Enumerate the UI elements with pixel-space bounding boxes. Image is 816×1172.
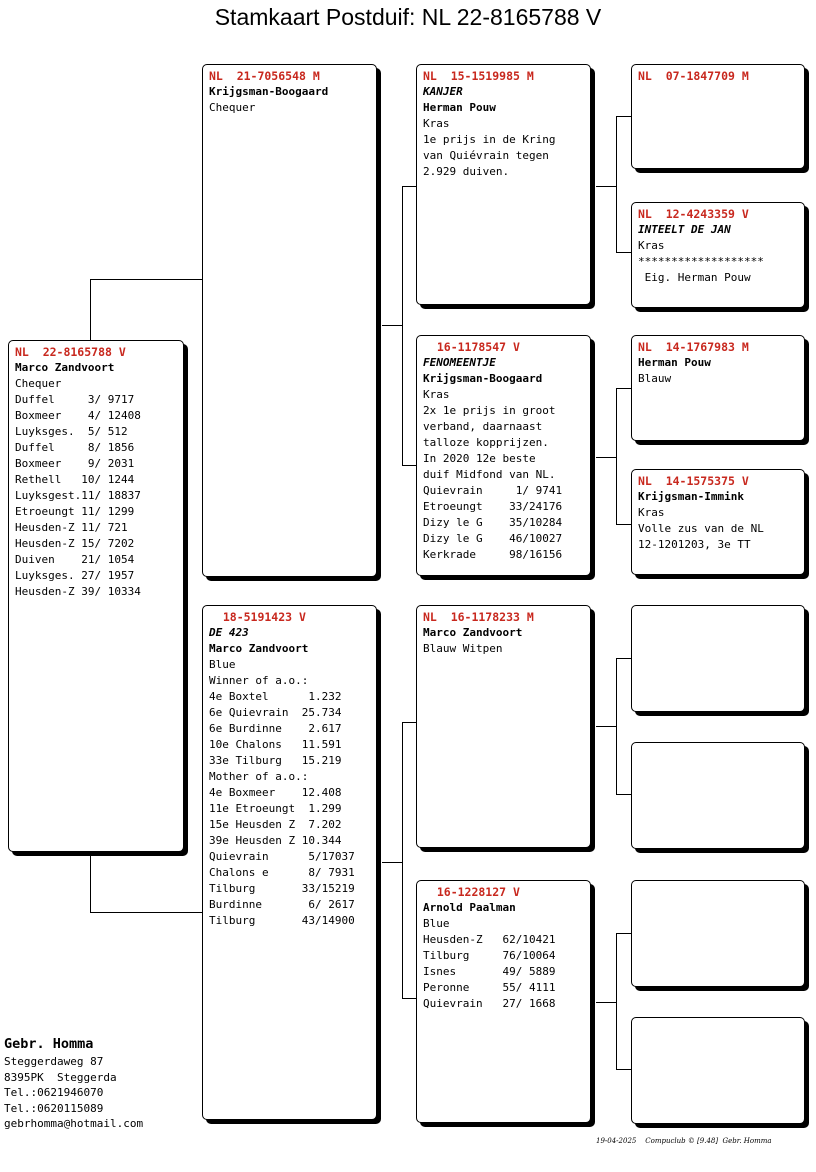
father-father-card: [416, 64, 591, 305]
mother-result: 4e Boxtel 1.232: [209, 690, 342, 703]
connector: [616, 524, 632, 525]
owner-phone: Tel.:0621946070: [4, 1086, 104, 1099]
mm-result: Tilburg 76/10064: [423, 949, 556, 962]
connector: [402, 186, 403, 465]
ff-color: Kras: [423, 117, 450, 130]
ff-text: 1e prijs in de Kring: [423, 133, 556, 146]
fmf-ring-number: NL 14-1767983 M: [638, 340, 749, 354]
ffm-color: Kras: [638, 239, 665, 252]
fm-text: 2x 1e prijs in groot: [423, 404, 556, 417]
mother-mother-card: [416, 880, 591, 1123]
mother-nickname: DE 423: [209, 626, 249, 639]
fm-text: talloze kopprijzen.: [423, 436, 549, 449]
connector: [402, 722, 403, 998]
owner-email: gebrhomma@hotmail.com: [4, 1117, 144, 1130]
fm-nickname: FENOMEENTJE: [423, 356, 496, 369]
subject-result: Rethell 10/ 1244: [15, 473, 135, 486]
owner-name: Gebr. Homma: [4, 1036, 94, 1052]
connector: [616, 933, 617, 1069]
ff-nickname: KANJER: [423, 85, 463, 98]
connector: [616, 658, 617, 794]
fm-result: Quievrain 1/ 9741: [423, 484, 563, 497]
mother-result: 15e Heusden Z 7.202: [209, 818, 342, 831]
mother-father-card: [416, 605, 591, 848]
mother-result: 4e Boxmeer 12.408: [209, 786, 342, 799]
subject-color: Chequer: [15, 377, 62, 390]
mm-result: Peronne 55/ 4111: [423, 981, 556, 994]
mf-ring-number: NL 16-1178233 M: [423, 610, 534, 624]
mother-result: Tilburg 43/14900: [209, 914, 355, 927]
subject-result: Duffel 3/ 9717: [15, 393, 135, 406]
mother-result: Chalons e 8/ 7931: [209, 866, 355, 879]
subject-result: Luyksgest.11/ 18837: [15, 489, 141, 502]
father-breeder: Krijgsman-Boogaard: [209, 85, 329, 98]
fmm-color: Kras: [638, 506, 665, 519]
connector: [382, 325, 402, 326]
mother-result: 33e Tilburg 15.219: [209, 754, 342, 767]
connector: [402, 998, 417, 999]
mother-color: Blue: [209, 658, 236, 671]
owner-city: 8395PK Steggerda: [4, 1070, 117, 1084]
fmm-ring-number: NL 14-1575375 V: [638, 474, 749, 488]
connector: [616, 1069, 632, 1070]
ffm-card: [631, 202, 805, 308]
connector: [90, 912, 205, 913]
subject-result: Heusden-Z 39/ 10334: [15, 585, 141, 598]
father-color: Chequer: [209, 101, 256, 114]
mm-ring-number: 16-1228127 V: [423, 885, 520, 899]
connector: [616, 933, 632, 934]
subject-result: Boxmeer 9/ 2031: [15, 457, 135, 470]
fm-text: duif Midfond van NL.: [423, 468, 556, 481]
mother-result: Burdinne 6/ 2617: [209, 898, 355, 911]
mmm-card: [631, 1017, 805, 1124]
ff-text: van Quiévrain tegen: [423, 149, 549, 162]
mff-card: [631, 605, 805, 712]
fm-result: Dizy le G 35/10284: [423, 516, 563, 529]
fm-result: Dizy le G 46/10027: [423, 532, 563, 545]
mother-result: 6e Quievrain 25.734: [209, 706, 342, 719]
page-title: Stamkaart Postduif: NL 22-8165788 V: [214, 4, 602, 30]
fm-result: Etroeungt 33/24176: [423, 500, 563, 513]
ff-text: 2.929 duiven.: [423, 165, 510, 178]
connector: [596, 457, 616, 458]
ffm-text: Eig. Herman Pouw: [638, 271, 751, 284]
connector: [90, 279, 205, 280]
ffm-text: *******************: [638, 255, 764, 268]
subject-result: Duffel 8/ 1856: [15, 441, 135, 454]
mmf-card: [631, 880, 805, 987]
connector: [616, 252, 632, 253]
connector: [616, 388, 617, 524]
owner-info: [4, 1034, 143, 1132]
subject-result: Luyksges. 27/ 1957: [15, 569, 135, 582]
mother-text: Winner of a.o.:: [209, 674, 309, 687]
mother-result: 39e Heusden Z 10.344: [209, 834, 342, 847]
connector: [596, 186, 616, 187]
fm-ring-number: 16-1178547 V: [423, 340, 520, 354]
fmm-card: [631, 469, 805, 575]
connector: [90, 855, 91, 912]
ff-breeder: Herman Pouw: [423, 101, 496, 114]
connector: [596, 1002, 616, 1003]
connector: [616, 116, 617, 252]
father-mother-card: [416, 335, 591, 576]
subject-pigeon-card: [8, 340, 184, 852]
mm-result: Heusden-Z 62/10421: [423, 933, 556, 946]
fmf-color: Blauw: [638, 372, 672, 385]
fff-ring-number: NL 07-1847709 M: [638, 69, 749, 83]
mother-ring-number: 18-5191423 V: [209, 610, 306, 624]
mother-breeder: Marco Zandvoort: [209, 642, 309, 655]
subject-breeder: Marco Zandvoort: [15, 361, 115, 374]
connector: [90, 279, 91, 340]
fmf-breeder: Herman Pouw: [638, 356, 711, 369]
fm-text: verband, daarnaast: [423, 420, 543, 433]
connector: [616, 116, 632, 117]
connector: [596, 726, 616, 727]
father-ring-number: NL 21-7056548 M: [209, 69, 320, 83]
connector: [616, 388, 632, 389]
mother-card: [202, 605, 377, 1120]
mother-result: 6e Burdinne 2.617: [209, 722, 342, 735]
subject-result: Duiven 21/ 1054: [15, 553, 135, 566]
mm-result: Quievrain 27/ 1668: [423, 997, 556, 1010]
subject-result: Luyksges. 5/ 512: [15, 425, 128, 438]
mf-color: Blauw Witpen: [423, 642, 503, 655]
subject-details: [15, 360, 177, 600]
connector: [616, 794, 632, 795]
connector: [402, 186, 417, 187]
mother-result: 10e Chalons 11.591: [209, 738, 342, 751]
fmf-card: [631, 335, 805, 441]
fm-text: In 2020 12e beste: [423, 452, 536, 465]
ff-ring-number: NL 15-1519985 M: [423, 69, 534, 83]
ffm-ring-number: NL 12-4243359 V: [638, 207, 749, 221]
subject-result: Heusden-Z 11/ 721: [15, 521, 128, 534]
connector: [402, 722, 417, 723]
owner-phone: Tel.:0620115089: [4, 1101, 104, 1115]
mother-text: Mother of a.o.:: [209, 770, 309, 783]
footer-credit: 19-04-2025 Compuclub © [9.48] Gebr. Homma: [596, 1137, 772, 1145]
mm-breeder: Arnold Paalman: [423, 901, 516, 914]
fm-result: Kerkrade 98/16156: [423, 548, 563, 561]
subject-ring-number: NL 22-8165788 V: [15, 345, 126, 359]
mf-breeder: Marco Zandvoort: [423, 626, 523, 639]
fmm-breeder: Krijgsman-Immink: [638, 490, 744, 503]
connector: [382, 862, 402, 863]
owner-address: Steggerdaweg 87: [4, 1055, 104, 1068]
ffm-nickname: INTEELT DE JAN: [638, 223, 731, 236]
mm-color: Blue: [423, 917, 450, 930]
mm-result: Isnes 49/ 5889: [423, 965, 556, 978]
subject-result: Heusden-Z 15/ 7202: [15, 537, 135, 550]
subject-result: Boxmeer 4/ 12408: [15, 409, 141, 422]
fmm-text: Volle zus van de NL: [638, 522, 764, 535]
fm-breeder: Krijgsman-Boogaard: [423, 372, 543, 385]
father-card: [202, 64, 377, 577]
mother-result: Quievrain 5/17037: [209, 850, 355, 863]
mother-result: Tilburg 33/15219: [209, 882, 355, 895]
fmm-text: 12-1201203, 3e TT: [638, 538, 751, 551]
mfm-card: [631, 742, 805, 849]
mother-result: 11e Etroeungt 1.299: [209, 802, 342, 815]
connector: [616, 658, 632, 659]
subject-result: Etroeungt 11/ 1299: [15, 505, 135, 518]
fm-color: Kras: [423, 388, 450, 401]
fff-card: [631, 64, 805, 169]
connector: [402, 465, 417, 466]
